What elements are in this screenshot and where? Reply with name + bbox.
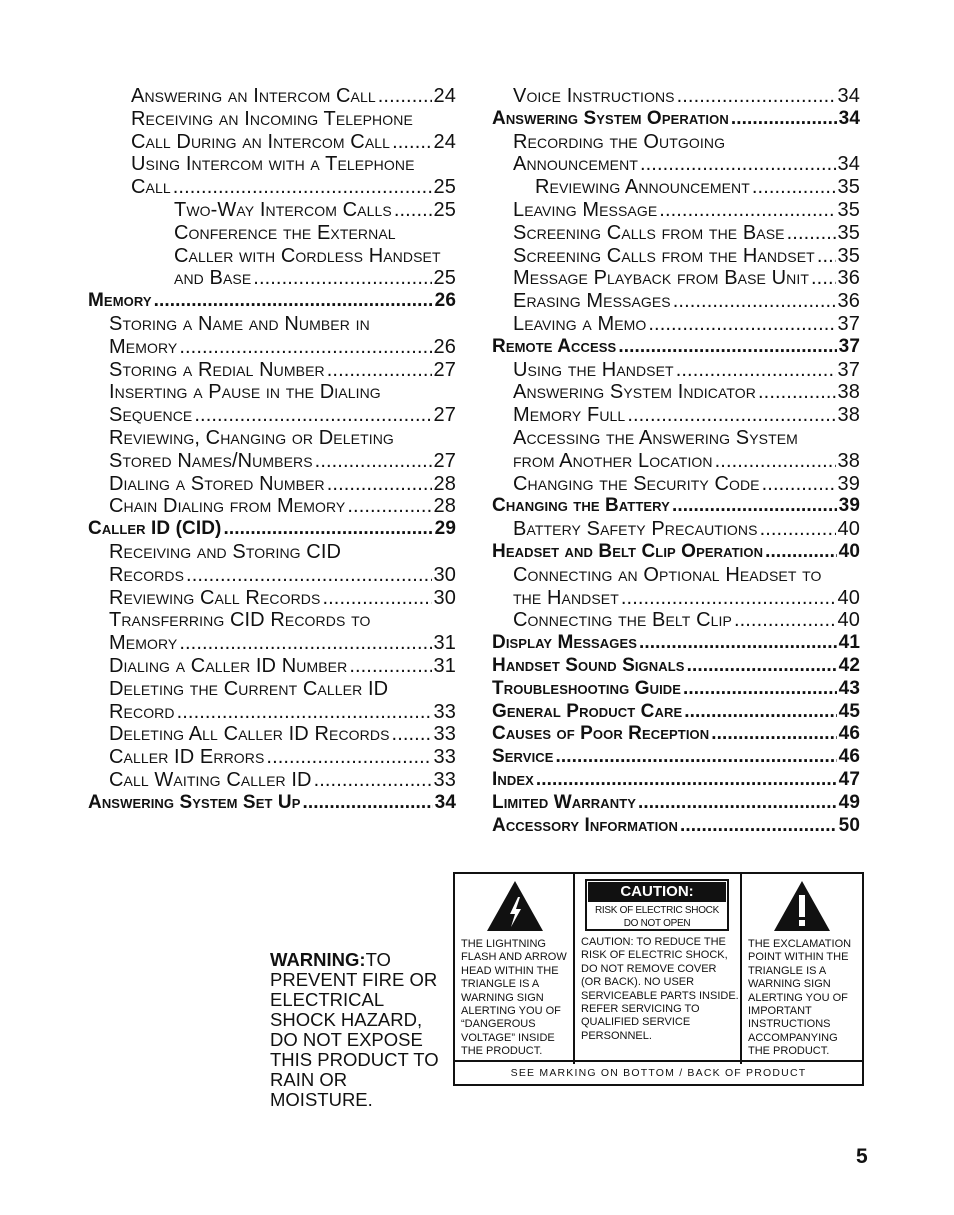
toc-entry-page: 24	[433, 85, 456, 107]
toc-leader-dots	[648, 313, 835, 336]
toc-entry-page: 33	[433, 700, 456, 723]
toc-entry-page: 31	[433, 654, 456, 677]
toc-entry	[492, 587, 860, 610]
toc-leader-dots	[640, 153, 836, 176]
toc-entry-title: Memory	[109, 632, 178, 655]
toc-entry-page: 46	[838, 746, 860, 768]
toc-entry-title: Service	[492, 746, 554, 768]
toc-entry-page: 26	[434, 290, 456, 312]
toc-entry	[88, 267, 456, 290]
toc-entry-page: 31	[433, 632, 456, 655]
toc-leader-dots	[266, 746, 431, 769]
exclamation-panel	[742, 874, 862, 1064]
toc-entry-title: Connecting the Belt Clip	[513, 609, 732, 632]
toc-entry-page: 34	[838, 107, 860, 129]
toc-leader-dots	[392, 131, 431, 154]
toc-leader-dots	[731, 108, 837, 131]
toc-entry-page: 40	[837, 518, 860, 541]
toc-leader-dots	[639, 632, 837, 655]
page-number: 5	[856, 1145, 868, 1168]
toc-entry	[88, 199, 456, 222]
toc-entry-title: Sequence	[109, 404, 193, 427]
toc-entry-title: Stored Names/Numbers	[109, 449, 313, 472]
toc-entry	[492, 746, 860, 769]
toc-entry-page: 50	[838, 814, 860, 836]
exclamation-description: THE EXCLAMATION POINT WITHIN THE TRIANGLE IS A WARNING SIGN ALERTING YOU OF IMPORTANT INSTRUCTIONS ACCOMPANYING THE PRODUCT.	[748, 938, 852, 1058]
toc-entry-page: 43	[838, 677, 860, 699]
toc-entry-title: and Base	[174, 267, 252, 290]
toc-leader-dots	[677, 85, 836, 108]
toc-entry	[88, 359, 456, 382]
toc-leader-dots	[673, 290, 836, 313]
toc-entry-page: 30	[433, 586, 456, 609]
toc-entry	[492, 815, 860, 838]
toc-entry	[88, 108, 456, 131]
toc-entry	[88, 427, 456, 450]
toc-entry-title: Using the Handset	[513, 358, 674, 381]
toc-entry	[88, 450, 456, 473]
toc-entry	[492, 336, 860, 359]
toc-entry-title: Memory Full	[513, 404, 626, 427]
toc-entry-page: 29	[434, 518, 456, 540]
toc-leader-dots	[253, 267, 431, 290]
toc-entry-page: 41	[838, 632, 860, 654]
toc-entry-title: Caller ID (CID)	[88, 518, 222, 540]
toc-entry	[492, 85, 860, 108]
toc-entry-title: the Handset	[513, 586, 619, 609]
toc-entry-page: 49	[838, 791, 860, 813]
toc-entry-title: Answering an Intercom Call	[131, 85, 376, 107]
toc-leader-dots	[787, 222, 836, 245]
toc-entry-title: Dialing a Caller ID Number	[109, 654, 348, 677]
toc-entry-title: Screening Calls from the Base	[513, 221, 785, 244]
toc-entry	[88, 701, 456, 724]
toc-entry-page: 33	[433, 746, 456, 769]
toc-entry-title: Erasing Messages	[513, 290, 671, 313]
toc-entry-title: Dialing a Stored Number	[109, 472, 325, 495]
toc-entry	[88, 632, 456, 655]
toc-entry-title: Battery Safety Precautions	[513, 518, 758, 541]
toc-leader-dots	[154, 290, 433, 313]
toc-entry-title: Limited Warranty	[492, 791, 637, 813]
toc-entry-page: 33	[433, 768, 456, 791]
toc-entry-title: Message Playback from Base Unit	[513, 267, 810, 290]
toc-entry-page: 35	[837, 244, 860, 267]
toc-leader-dots	[811, 267, 836, 290]
toc-leader-dots	[618, 336, 836, 359]
toc-entry-page: 25	[433, 176, 456, 199]
toc-entry	[492, 792, 860, 815]
toc-entry-title: Caller ID Errors	[109, 746, 265, 769]
toc-leader-dots	[676, 359, 836, 382]
toc-entry-title: Remote Access	[492, 335, 617, 357]
toc-leader-dots	[638, 792, 837, 815]
toc-entry	[88, 587, 456, 610]
toc-entry-page: 38	[837, 404, 860, 427]
toc-entry	[88, 245, 456, 268]
toc-leader-dots	[672, 495, 837, 518]
toc-entry	[88, 495, 456, 518]
toc-leader-dots	[347, 495, 431, 518]
caution-panel	[575, 874, 742, 1064]
toc-entry-page: 34	[837, 153, 860, 176]
toc-entry-page: 37	[837, 312, 860, 335]
toc-left-column	[88, 85, 456, 815]
toc-entry-page: 35	[837, 221, 860, 244]
toc-entry-page: 37	[837, 358, 860, 381]
caution-description: CAUTION: TO REDUCE THE RISK OF ELECTRIC SHOCK, DO NOT REMOVE COVER (OR BACK). NO USER SERVICEABLE PARTS INSIDE. REFER SERVICING TO QUALIFIED SERVICE PERSONNEL.	[581, 936, 739, 1042]
toc-entry	[88, 564, 456, 587]
toc-entry	[88, 678, 456, 701]
toc-leader-dots	[394, 199, 432, 222]
toc-entry-page: 34	[434, 791, 456, 813]
toc-entry-title: Deleting All Caller ID Records	[109, 723, 390, 746]
toc-entry	[492, 267, 860, 290]
toc-entry	[88, 541, 456, 564]
toc-leader-dots	[179, 336, 431, 359]
toc-entry-title: Troubleshooting Guide	[492, 677, 682, 699]
toc-entry-title: Reviewing, Changing or Deleting	[109, 426, 394, 449]
toc-leader-dots	[349, 655, 431, 678]
toc-entry-title: Memory	[109, 335, 178, 358]
toc-leader-dots	[378, 85, 432, 108]
toc-entry-title: Headset and Belt Clip Operation	[492, 540, 764, 562]
toc-entry-title: Connecting an Optional Headset to	[513, 563, 822, 586]
toc-entry-title: Deleting the Current Caller ID	[109, 677, 389, 700]
toc-entry	[492, 701, 860, 724]
warning-text: TO PREVENT FIRE OR ELECTRICAL SHOCK HAZARD, DO NOT EXPOSE THIS PRODUCT TO RAIN OR MOISTURE.	[270, 949, 439, 1110]
toc-entry-title: Screening Calls from the Handset	[513, 244, 815, 267]
toc-entry	[492, 609, 860, 632]
toc-entry-page: 26	[433, 335, 456, 358]
toc-entry	[492, 153, 860, 176]
toc-entry	[88, 222, 456, 245]
toc-entry-title: Accessing the Answering System	[513, 426, 798, 449]
toc-entry-title: General Product Care	[492, 700, 683, 722]
toc-entry-title: Record	[109, 700, 175, 723]
toc-leader-dots	[765, 541, 837, 564]
toc-entry-page: 39	[837, 472, 860, 495]
caution-footer: SEE MARKING ON BOTTOM / BACK OF PRODUCT	[455, 1060, 862, 1084]
toc-leader-dots	[758, 381, 836, 404]
toc-entry-title: Two-Way Intercom Calls	[174, 198, 392, 221]
toc-entry	[88, 518, 456, 541]
toc-entry-title: Records	[109, 563, 185, 586]
toc-leader-dots	[173, 176, 432, 199]
toc-entry-page: 30	[433, 563, 456, 586]
toc-leader-dots	[556, 746, 837, 769]
toc-entry-page: 25	[433, 267, 456, 290]
toc-entry	[492, 655, 860, 678]
toc-leader-dots	[680, 815, 837, 838]
toc-leader-dots	[817, 245, 836, 268]
toc-entry-title: Reviewing Announcement	[535, 176, 750, 199]
toc-entry-page: 24	[433, 130, 456, 153]
toc-entry	[492, 564, 860, 587]
caution-title: CAUTION:	[588, 882, 726, 902]
toc-entry-title: Storing a Redial Number	[109, 358, 325, 381]
toc-leader-dots	[194, 404, 431, 427]
toc-entry-title: Leaving a Memo	[513, 312, 647, 335]
toc-entry	[492, 222, 860, 245]
toc-entry-page: 45	[838, 700, 860, 722]
toc-leader-dots	[186, 564, 432, 587]
toc-entry	[88, 473, 456, 496]
toc-entry-title: Inserting a Pause in the Dialing	[109, 381, 381, 404]
toc-entry	[492, 427, 860, 450]
toc-entry	[492, 541, 860, 564]
toc-entry	[492, 199, 860, 222]
toc-entry-title: Recording the Outgoing	[513, 130, 726, 153]
toc-entry-title: Display Messages	[492, 632, 638, 654]
caution-label	[585, 879, 729, 931]
exclamation-warning-icon	[772, 879, 832, 933]
toc-leader-dots	[223, 518, 432, 541]
toc-entry-title: Changing the Battery	[492, 495, 670, 517]
toc-leader-dots	[315, 450, 432, 473]
toc-entry	[492, 678, 860, 701]
toc-entry-title: Receiving an Incoming Telephone	[131, 107, 413, 130]
toc-entry	[492, 381, 860, 404]
toc-leader-dots	[734, 609, 836, 632]
toc-entry	[492, 473, 860, 496]
toc-entry	[492, 495, 860, 518]
toc-entry-title: Storing a Name and Number in	[109, 312, 370, 335]
toc-entry-title: Index	[492, 768, 534, 790]
toc-entry-title: Leaving Message	[513, 198, 658, 221]
lightning-warning-icon	[485, 879, 545, 933]
toc-leader-dots	[303, 792, 433, 815]
toc-entry-page: 28	[433, 495, 456, 518]
toc-leader-dots	[179, 632, 431, 655]
warning-notice	[270, 950, 450, 1110]
toc-entry	[492, 245, 860, 268]
toc-leader-dots	[536, 769, 837, 792]
toc-entry-title: Changing the Security Code	[513, 472, 760, 495]
toc-entry	[492, 450, 860, 473]
toc-leader-dots	[659, 199, 835, 222]
toc-entry	[492, 108, 860, 131]
toc-leader-dots	[762, 473, 836, 496]
toc-leader-dots	[322, 587, 431, 610]
toc-entry-page: 27	[433, 404, 456, 427]
toc-entry-page: 36	[837, 290, 860, 313]
toc-entry	[88, 769, 456, 792]
warning-label: WARNING:	[270, 949, 366, 970]
toc-entry-title: Call	[131, 176, 171, 199]
toc-entry	[88, 131, 456, 154]
toc-leader-dots	[314, 769, 432, 792]
toc-entry-title: Voice Instructions	[513, 85, 675, 107]
toc-entry-title: Answering System Set Up	[88, 791, 301, 813]
toc-entry-title: Memory	[88, 290, 152, 312]
caution-subtitle: RISK OF ELECTRIC SHOCK DO NOT OPEN	[595, 905, 719, 929]
toc-leader-dots	[760, 518, 836, 541]
toc-entry-page: 39	[838, 495, 860, 517]
toc-leader-dots	[715, 450, 836, 473]
toc-leader-dots	[711, 723, 836, 746]
toc-leader-dots	[392, 723, 432, 746]
toc-entry-page: 27	[433, 449, 456, 472]
toc-entry-title: Chain Dialing from Memory	[109, 495, 346, 518]
toc-entry	[88, 746, 456, 769]
toc-entry-title: Answering System Indicator	[513, 381, 756, 404]
toc-entry	[88, 381, 456, 404]
toc-entry	[88, 404, 456, 427]
toc-entry-title: Reviewing Call Records	[109, 586, 321, 609]
toc-entry-title: Causes of Poor Reception	[492, 723, 710, 745]
caution-box	[453, 872, 864, 1086]
toc-leader-dots	[687, 655, 837, 678]
toc-entry	[88, 792, 456, 815]
toc-entry	[492, 313, 860, 336]
toc-entry-page: 47	[838, 768, 860, 790]
lightning-description: THE LIGHTNING FLASH AND ARROW HEAD WITHIN THE TRIANGLE IS A WARNING SIGN ALERTING YOU OF “DANGEROUS VOLTAGE” INSIDE THE PRODUCT.	[461, 938, 567, 1058]
toc-entry	[88, 290, 456, 313]
toc-entry	[88, 85, 456, 108]
toc-entry-page: 25	[433, 198, 456, 221]
toc-entry-page: 27	[433, 358, 456, 381]
toc-leader-dots	[621, 587, 836, 610]
toc-entry	[492, 359, 860, 382]
toc-entry-page: 35	[837, 176, 860, 199]
toc-right-column	[492, 85, 860, 837]
toc-entry	[492, 632, 860, 655]
toc-entry-page: 35	[837, 198, 860, 221]
toc-entry	[492, 518, 860, 541]
toc-leader-dots	[627, 404, 835, 427]
toc-entry-page: 40	[837, 609, 860, 632]
toc-entry-title: Accessory Information	[492, 814, 678, 836]
toc-entry-page: 38	[837, 381, 860, 404]
toc-entry-title: from Another Location	[513, 449, 713, 472]
toc-leader-dots	[177, 701, 432, 724]
toc-leader-dots	[752, 176, 836, 199]
toc-entry-page: 28	[433, 472, 456, 495]
toc-entry	[88, 609, 456, 632]
toc-entry-page: 40	[838, 540, 860, 562]
toc-entry-title: Conference the External	[174, 221, 396, 244]
toc-entry	[492, 769, 860, 792]
toc-leader-dots	[327, 473, 432, 496]
toc-entry-title: Handset Sound Signals	[492, 654, 685, 676]
toc-entry	[492, 176, 860, 199]
toc-entry-title: Call During an Intercom Call	[131, 130, 391, 153]
toc-entry	[88, 176, 456, 199]
toc-entry	[88, 313, 456, 336]
toc-entry-title: Announcement	[513, 153, 638, 176]
toc-entry-page: 33	[433, 723, 456, 746]
toc-entry-title: Receiving and Storing CID	[109, 540, 342, 563]
toc-entry-title: Answering System Operation	[492, 107, 729, 129]
toc-entry	[88, 723, 456, 746]
toc-entry-page: 46	[838, 723, 860, 745]
toc-entry-page: 34	[837, 85, 860, 107]
toc-entry	[492, 131, 860, 154]
toc-entry-page: 40	[837, 586, 860, 609]
lightning-panel	[455, 874, 575, 1064]
toc-entry-title: Caller with Cordless Handset	[174, 244, 441, 267]
toc-leader-dots	[327, 359, 432, 382]
toc-entry	[492, 290, 860, 313]
toc-entry-page: 38	[837, 449, 860, 472]
toc-entry	[88, 655, 456, 678]
toc-entry-title: Call Waiting Caller ID	[109, 768, 312, 791]
toc-entry-page: 37	[838, 335, 860, 357]
toc-entry	[492, 404, 860, 427]
toc-entry	[88, 153, 456, 176]
toc-entry-page: 42	[838, 654, 860, 676]
toc-leader-dots	[683, 678, 837, 701]
toc-entry-title: Transferring CID Records to	[109, 609, 371, 632]
toc-entry	[88, 336, 456, 359]
toc-leader-dots	[684, 701, 836, 724]
toc-entry-title: Using Intercom with a Telephone	[131, 153, 415, 176]
toc-entry-page: 36	[837, 267, 860, 290]
toc-entry	[492, 723, 860, 746]
